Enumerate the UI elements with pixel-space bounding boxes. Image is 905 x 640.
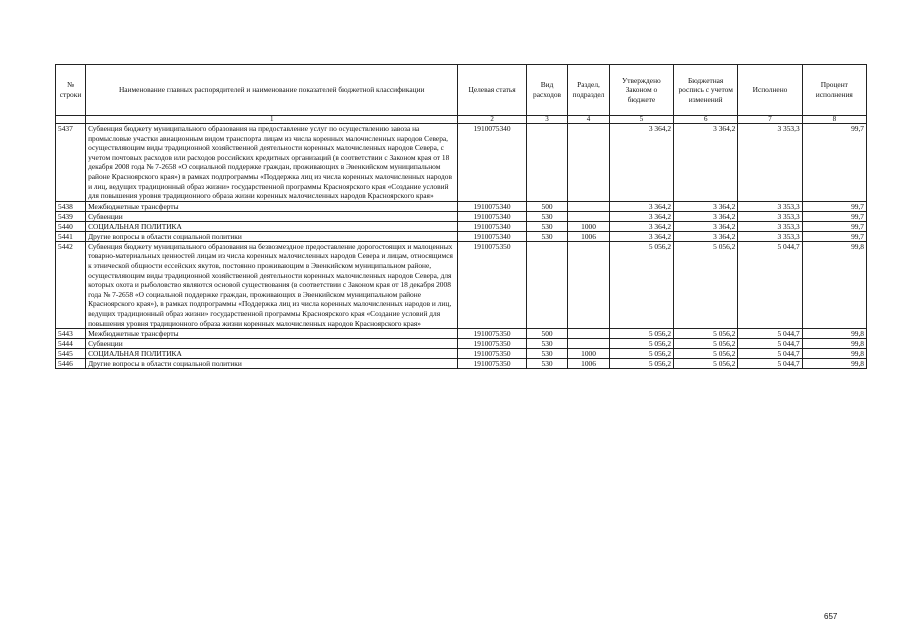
row-target-article: 1910075340 — [458, 221, 526, 231]
row-percent: 99,8 — [802, 359, 866, 369]
column-number: 2 — [458, 116, 526, 124]
row-expense-type: 500 — [526, 201, 567, 211]
row-section: 1006 — [568, 231, 609, 241]
row-name: Межбюджетные трансферты — [86, 329, 458, 339]
row-section: 1006 — [568, 359, 609, 369]
row-executed: 3 353,3 — [738, 124, 802, 202]
row-percent: 99,8 — [802, 241, 866, 328]
row-percent: 99,8 — [802, 339, 866, 349]
row-executed: 5 044,7 — [738, 329, 802, 339]
row-number: 5441 — [56, 231, 86, 241]
row-approved: 5 056,2 — [609, 359, 673, 369]
header-row-number: № строки — [56, 65, 86, 116]
row-section — [568, 201, 609, 211]
row-executed: 5 044,7 — [738, 359, 802, 369]
header-budget-schedule: Бюджетная роспись с учетом изменений — [674, 65, 738, 116]
table-row — [56, 124, 867, 202]
row-expense-type — [526, 124, 567, 202]
row-target-article: 1910075350 — [458, 339, 526, 349]
row-percent: 99,7 — [802, 231, 866, 241]
table-row — [56, 241, 867, 328]
row-expense-type: 530 — [526, 359, 567, 369]
row-approved: 3 364,2 — [609, 124, 673, 202]
row-target-article: 1910075340 — [458, 201, 526, 211]
row-expense-type: 530 — [526, 211, 567, 221]
row-approved: 5 056,2 — [609, 349, 673, 359]
row-number: 5439 — [56, 211, 86, 221]
budget-table — [55, 64, 867, 369]
row-name: Субвенции — [86, 339, 458, 349]
header-approved: Утверждено Законом о бюджете — [609, 65, 673, 116]
row-target-article: 1910075340 — [458, 231, 526, 241]
row-schedule: 5 056,2 — [674, 359, 738, 369]
row-schedule: 5 056,2 — [674, 339, 738, 349]
row-executed: 3 353,3 — [738, 221, 802, 231]
column-number-row — [56, 116, 867, 124]
row-schedule: 3 364,2 — [674, 211, 738, 221]
column-number: 3 — [526, 116, 567, 124]
row-target-article: 1910075340 — [458, 211, 526, 221]
row-name: СОЦИАЛЬНАЯ ПОЛИТИКА — [86, 221, 458, 231]
column-number: 8 — [802, 116, 866, 124]
row-target-article: 1910075350 — [458, 241, 526, 328]
row-percent: 99,8 — [802, 349, 866, 359]
row-name: Субвенции — [86, 211, 458, 221]
row-name: Другие вопросы в области социальной политики — [86, 359, 458, 369]
row-section — [568, 241, 609, 328]
column-number: 6 — [674, 116, 738, 124]
row-number: 5442 — [56, 241, 86, 328]
row-target-article: 1910075340 — [458, 124, 526, 202]
page-number: 657 — [824, 612, 838, 621]
row-target-article: 1910075350 — [458, 329, 526, 339]
row-name: СОЦИАЛЬНАЯ ПОЛИТИКА — [86, 349, 458, 359]
row-schedule: 3 364,2 — [674, 201, 738, 211]
table-row — [56, 221, 867, 231]
row-number: 5438 — [56, 201, 86, 211]
row-approved: 3 364,2 — [609, 221, 673, 231]
header-section: Раздел, подраздел — [568, 65, 609, 116]
row-executed: 3 353,3 — [738, 211, 802, 221]
row-executed: 5 044,7 — [738, 349, 802, 359]
header-executed: Исполнено — [738, 65, 802, 116]
column-number: 1 — [86, 116, 458, 124]
row-schedule: 5 056,2 — [674, 241, 738, 328]
header-target-article: Целевая статья — [458, 65, 526, 116]
row-section — [568, 124, 609, 202]
row-expense-type: 530 — [526, 339, 567, 349]
column-number: 7 — [738, 116, 802, 124]
row-number: 5445 — [56, 349, 86, 359]
row-percent: 99,8 — [802, 329, 866, 339]
row-number: 5437 — [56, 124, 86, 202]
table-row — [56, 231, 867, 241]
header-percent: Процент исполнения — [802, 65, 866, 116]
row-number: 5443 — [56, 329, 86, 339]
row-schedule: 3 364,2 — [674, 124, 738, 202]
header-name: Наименование главных распорядителей и наименование показателей бюджетной классификации — [86, 65, 458, 116]
row-expense-type: 530 — [526, 349, 567, 359]
row-number: 5444 — [56, 339, 86, 349]
row-name: Межбюджетные трансферты — [86, 201, 458, 211]
row-approved: 3 364,2 — [609, 211, 673, 221]
row-executed: 3 353,3 — [738, 201, 802, 211]
column-number: 4 — [568, 116, 609, 124]
row-name: Субвенция бюджету муниципального образования на предоставление услуг по осуществлению завоза на промысловые участки авиационным видом транспорта лицам из числа коренных малочисленных народов Севера, осуществляющим виды традиционной хозяйственной деятельности коренных малочисленных народов Севера, с учетом почтовых расходов или расходов российских кредитных организаций (в соответствии с Законом края от 18 декабря 2008 года № 7-2658 «О социальной поддержке граждан, проживающих в Эвенкийском муниципальном районе Красноярского края») в рамках подпрограммы «Поддержка лиц из числа коренных малочисленных народов и лиц, ведущих традиционный образ жизни» государственной программы Красноярского края «Создание условий для повышения уровня традиционного образа жизни коренных малочисленных народов Красноярского края» — [86, 124, 458, 202]
row-number: 5446 — [56, 359, 86, 369]
row-number: 5440 — [56, 221, 86, 231]
row-target-article: 1910075350 — [458, 349, 526, 359]
row-section: 1000 — [568, 221, 609, 231]
row-section — [568, 329, 609, 339]
row-executed: 5 044,7 — [738, 241, 802, 328]
row-schedule: 5 056,2 — [674, 329, 738, 339]
row-schedule: 3 364,2 — [674, 231, 738, 241]
row-expense-type — [526, 241, 567, 328]
row-schedule: 3 364,2 — [674, 221, 738, 231]
row-section: 1000 — [568, 349, 609, 359]
row-percent: 99,7 — [802, 221, 866, 231]
row-section — [568, 211, 609, 221]
table-row — [56, 211, 867, 221]
row-section — [568, 339, 609, 349]
column-number-blank — [56, 116, 86, 124]
header-row — [56, 65, 867, 116]
row-percent: 99,7 — [802, 201, 866, 211]
row-name: Субвенция бюджету муниципального образования на безвозмездное предоставление дорогостоящих и малоценных товарно-материальных ценностей лицам из числа коренных малочисленных народов Севера и лицам, относящимся к этнической общности ессейских якутов, постоянно проживающим в Эвенкийском муниципальном районе, осуществляющим виды традиционной хозяйственной деятельности коренных малочисленных народов Севера, для которых охота и рыболовство являются основой существования (в соответствии с Законом края от 18 декабря 2008 года № 7-2658 «О социальной поддержке граждан, проживающих в Эвенкийском муниципальном районе Красноярского края»), в рамках подпрограммы «Поддержка лиц из числа коренных малочисленных народов и лиц, ведущих традиционный образ жизни» государственной программы Красноярского края «Создание условий для повышения уровня традиционного образа жизни коренных малочисленных народов Красноярского края» — [86, 241, 458, 328]
row-approved: 3 364,2 — [609, 201, 673, 211]
row-percent: 99,7 — [802, 124, 866, 202]
row-approved: 5 056,2 — [609, 339, 673, 349]
row-executed: 5 044,7 — [738, 339, 802, 349]
table-row — [56, 359, 867, 369]
row-expense-type: 500 — [526, 329, 567, 339]
row-approved: 5 056,2 — [609, 329, 673, 339]
table-row — [56, 329, 867, 339]
row-schedule: 5 056,2 — [674, 349, 738, 359]
table-row — [56, 201, 867, 211]
row-expense-type: 530 — [526, 221, 567, 231]
header-expense-type: Вид расходов — [526, 65, 567, 116]
row-expense-type: 530 — [526, 231, 567, 241]
column-number: 5 — [609, 116, 673, 124]
row-percent: 99,7 — [802, 211, 866, 221]
table-row — [56, 349, 867, 359]
row-approved: 5 056,2 — [609, 241, 673, 328]
row-executed: 3 353,3 — [738, 231, 802, 241]
row-target-article: 1910075350 — [458, 359, 526, 369]
table-row — [56, 339, 867, 349]
row-approved: 3 364,2 — [609, 231, 673, 241]
row-name: Другие вопросы в области социальной политики — [86, 231, 458, 241]
